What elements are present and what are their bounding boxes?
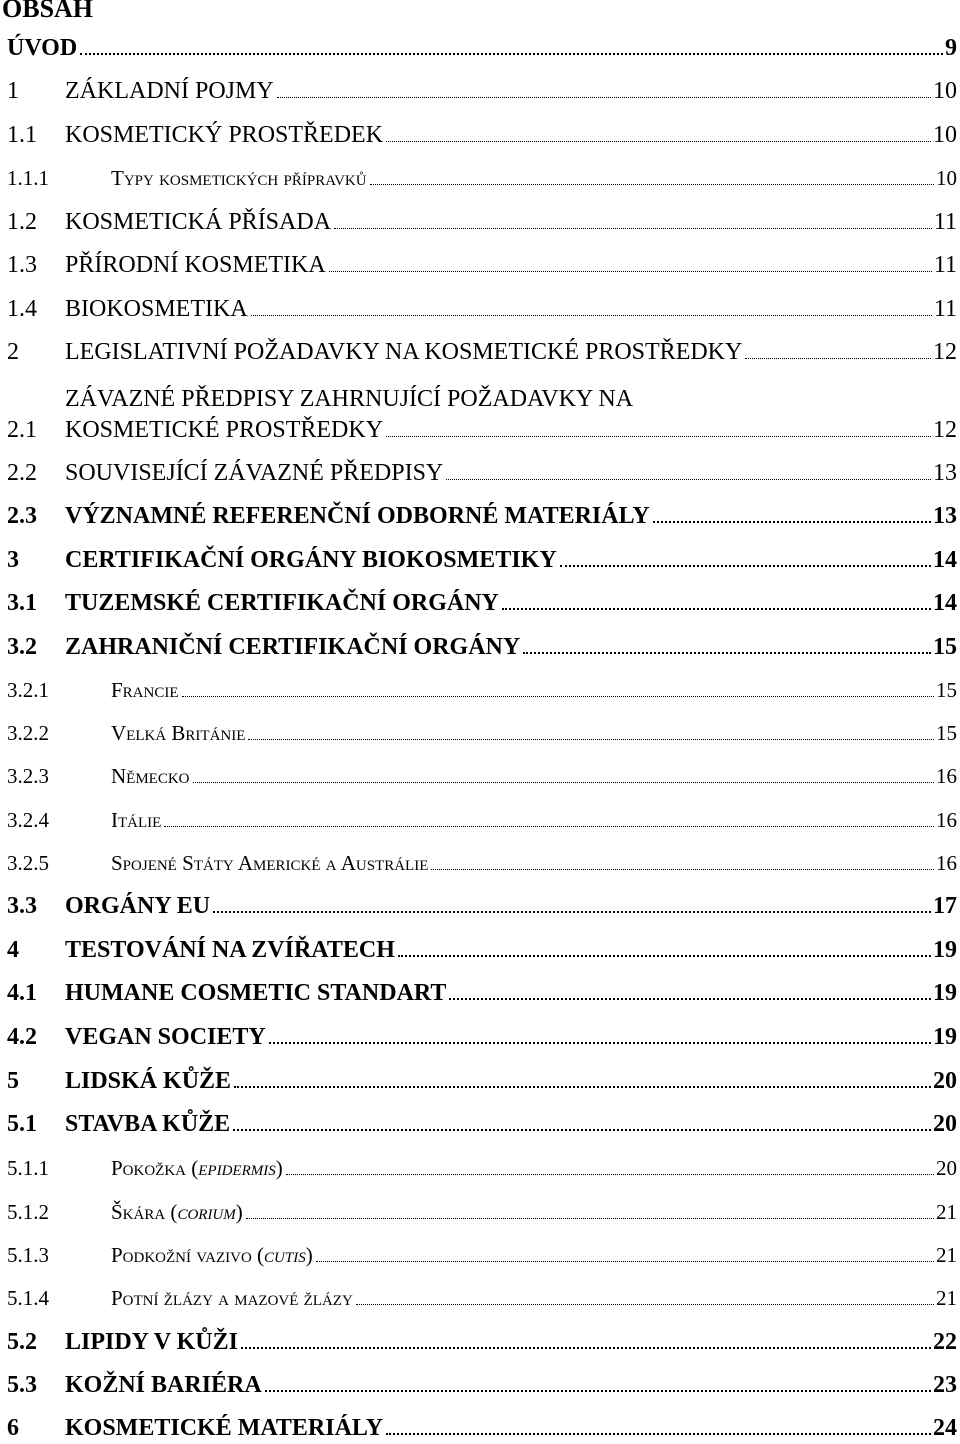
toc-entry[interactable] — [7, 75, 957, 107]
toc-entry-title — [65, 590, 499, 616]
toc-entry-title-text: ZAHRANIČNÍ CERTIFIKAČNÍ ORGÁNY — [65, 634, 521, 660]
toc-entry-title-text: Škára ( — [111, 1200, 178, 1224]
toc-entry-page-number: 12 — [933, 417, 957, 443]
toc-entry-line — [65, 417, 957, 443]
toc-entry-title — [65, 339, 742, 365]
toc-entry-number: 1 — [7, 78, 19, 104]
dot-leader — [265, 1390, 931, 1392]
toc-entry-title — [111, 677, 179, 703]
toc-entry-title-text: LIDSKÁ KŮŽE — [65, 1068, 232, 1094]
toc-entry-line — [65, 937, 957, 963]
toc-entry-number: 2.2 — [7, 460, 37, 486]
toc-entry-title-text: TESTOVÁNÍ NA ZVÍŘATECH — [65, 937, 395, 963]
toc-entry-line — [65, 209, 957, 235]
dot-leader — [560, 565, 931, 567]
toc-entry-number: 3.2.2 — [7, 721, 49, 745]
toc-entry-title-text: Podkožní vazivo ( — [111, 1243, 265, 1267]
toc-entry-title — [65, 1372, 262, 1398]
toc-entry-title-latin: corium — [177, 1200, 236, 1224]
toc-entry-title — [65, 296, 248, 322]
toc-entry-number: 5.1 — [7, 1111, 37, 1137]
toc-entry-title-text: VÝZNAMNÉ REFERENČNÍ ODBORNÉ MATERIÁLY — [65, 503, 650, 529]
toc-entry-number: 4.2 — [7, 1024, 37, 1050]
toc-entry[interactable] — [7, 977, 957, 1009]
toc-entry-line — [65, 503, 957, 529]
toc-entry-number: 2.3 — [7, 503, 37, 529]
toc-entry-title — [65, 1068, 231, 1094]
toc-entry[interactable] — [7, 293, 957, 325]
toc-entry-page-number: 19 — [933, 937, 957, 963]
toc-entry-number: 3.2 — [7, 634, 37, 660]
toc-entry-page-number: 21 — [936, 1200, 957, 1224]
toc-entry-title — [111, 720, 245, 746]
toc-entry-number: 5.1.3 — [7, 1243, 49, 1267]
dot-leader — [182, 696, 934, 697]
toc-entry-title — [111, 763, 190, 789]
toc-entry-line — [65, 460, 957, 486]
toc-entry-title-text: TUZEMSKÉ CERTIFIKAČNÍ ORGÁNY — [65, 590, 499, 616]
toc-entry-page-number: 10 — [936, 166, 957, 190]
dot-leader — [446, 479, 931, 480]
toc-entry-page-number: 24 — [933, 1415, 957, 1441]
toc-entry-title-latin: cutis — [264, 1243, 306, 1267]
toc-entry[interactable] — [7, 544, 957, 576]
dot-leader — [329, 271, 932, 272]
toc-entry-number: 5.1.2 — [7, 1200, 49, 1224]
toc-entry-page-number: 20 — [936, 1156, 957, 1180]
toc-entry[interactable] — [7, 1282, 957, 1314]
toc-entry-page-number: 9 — [945, 35, 957, 61]
toc-entry-number: 3.3 — [7, 893, 37, 919]
toc-entry-title-end: ) — [235, 1200, 243, 1224]
toc-entry-number: 5.1.1 — [7, 1156, 49, 1180]
dot-leader — [193, 782, 935, 783]
toc-entry-number: 3 — [7, 547, 19, 573]
toc-entry-line — [65, 634, 957, 660]
toc-entry-title — [7, 35, 77, 61]
toc-entry-number: 4 — [7, 937, 19, 963]
toc-entry-line — [65, 339, 957, 365]
toc-entry-title-first-line: ZÁVAZNÉ PŘEDPISY ZAHRNUJÍCÍ POŽADAVKY NA — [65, 386, 634, 412]
toc-entry[interactable] — [7, 1239, 957, 1271]
toc-entry-title-text: KOSMETICKÉ MATERIÁLY — [65, 1415, 384, 1441]
toc-entry-title — [65, 503, 650, 529]
toc-entry-number: 2.1 — [7, 417, 37, 443]
toc-entry[interactable] — [7, 1196, 957, 1228]
toc-entry-page-number: 11 — [933, 252, 957, 278]
toc-entry-number: 1.2 — [7, 209, 37, 235]
toc-entry-title — [65, 1111, 230, 1137]
toc-entry-number: 5.1.4 — [7, 1286, 49, 1310]
toc-entry-line — [65, 893, 957, 919]
toc-entry-title — [65, 1024, 266, 1050]
toc-entry-number: 3.1 — [7, 590, 37, 616]
dot-leader — [370, 184, 934, 185]
toc-entry-page-number: 23 — [933, 1372, 957, 1398]
toc-entry-title-text: SOUVISEJÍCÍ ZÁVAZNÉ PŘEDPISY — [65, 460, 444, 486]
toc-entry-page-number: 13 — [933, 503, 957, 529]
toc-entry[interactable] — [7, 890, 957, 922]
toc-entry-page-number: 22 — [933, 1329, 957, 1355]
toc-entry-title — [65, 417, 383, 443]
dot-leader — [386, 436, 931, 437]
toc-entry-title-text: Německo — [111, 764, 190, 788]
toc-entry[interactable] — [7, 934, 957, 966]
toc-entry-line — [111, 677, 957, 703]
dot-leader — [334, 228, 932, 229]
toc-entry-title-text: STAVBA KŮŽE — [65, 1111, 231, 1137]
dot-leader — [251, 315, 932, 316]
dot-leader — [502, 608, 931, 610]
toc-entry-title-latin: epidermis — [198, 1156, 276, 1180]
toc-entry-title-text: VEGAN SOCIETY — [65, 1024, 266, 1050]
toc-entry-title — [111, 1155, 283, 1181]
toc-entry-title-text: Velká Británie — [111, 721, 246, 745]
toc-entry-page-number: 15 — [933, 634, 957, 660]
toc-entry-page-number: 12 — [933, 339, 957, 365]
toc-entry-line — [111, 1155, 957, 1181]
toc-entry-line — [65, 590, 957, 616]
toc-entry-number: 3.2.3 — [7, 764, 49, 788]
toc-entry-number: 3.2.1 — [7, 678, 49, 702]
toc-entry-title — [65, 980, 446, 1006]
toc-entry-title — [111, 1285, 353, 1311]
toc-entry-number: 1.1.1 — [7, 166, 49, 190]
dot-leader — [234, 1086, 931, 1088]
dot-leader — [386, 1433, 931, 1435]
toc-entry-page-number: 11 — [933, 296, 957, 322]
dot-leader — [398, 955, 931, 957]
toc-entry[interactable] — [7, 457, 957, 489]
toc-entry[interactable] — [7, 336, 957, 368]
toc-entry[interactable] — [7, 1369, 957, 1401]
toc-entry-title-text: Itálie — [111, 808, 162, 832]
toc-entry-line — [65, 296, 957, 322]
toc-entry-title — [65, 937, 395, 963]
dot-leader — [241, 1347, 931, 1349]
toc-entry[interactable] — [7, 249, 957, 281]
toc-entry-line — [111, 1242, 957, 1268]
toc-entry-number: 3.2.4 — [7, 808, 49, 832]
toc-entry[interactable] — [7, 717, 957, 749]
dot-leader — [653, 521, 931, 523]
toc-entry-line — [111, 1285, 957, 1311]
toc-entry[interactable] — [7, 847, 957, 879]
toc-entry-title — [65, 1415, 383, 1441]
toc-entry-number: 6 — [7, 1415, 19, 1441]
toc-entry-title — [65, 252, 326, 278]
toc-entry-number: 5.3 — [7, 1372, 37, 1398]
toc-entry-page-number: 21 — [936, 1286, 957, 1310]
toc-entry-page-number: 20 — [933, 1111, 957, 1137]
toc-entry-title-text: CERTIFIKAČNÍ ORGÁNY BIOKOSMETIKY — [65, 547, 557, 573]
toc-entry-page-number: 19 — [933, 980, 957, 1006]
toc-entry-line — [111, 720, 957, 746]
toc-entry-line — [65, 1024, 957, 1050]
toc-entry[interactable] — [7, 500, 957, 532]
toc-entry-page-number: 14 — [933, 590, 957, 616]
toc-entry-page-number: 21 — [936, 1243, 957, 1267]
toc-entry-title-text: LIPIDY V KŮŽI — [65, 1329, 238, 1355]
toc-entry[interactable] — [7, 1412, 957, 1444]
toc-entry[interactable] — [7, 1326, 957, 1358]
toc-entry-title-text: KOŽNÍ BARIÉRA — [65, 1372, 262, 1398]
toc-entry-page-number: 13 — [933, 460, 957, 486]
toc-entry-title — [65, 209, 331, 235]
toc-entry-title — [111, 807, 161, 833]
dot-leader — [269, 1042, 931, 1044]
toc-entry-title-text: PŘÍRODNÍ KOSMETIKA — [65, 252, 326, 278]
toc-entry-title-text: LEGISLATIVNÍ POŽADAVKY NA KOSMETICKÉ PROSTŘEDKY — [65, 339, 743, 365]
toc-entry-title-text: KOSMETICKÁ PŘÍSADA — [65, 209, 332, 235]
toc-entry-number: 4.1 — [7, 980, 37, 1006]
toc-entry-line — [65, 1415, 957, 1441]
toc-entry[interactable] — [7, 119, 957, 151]
toc-entry-page-number: 17 — [933, 893, 957, 919]
toc-entry[interactable] — [7, 386, 957, 446]
toc-entry[interactable] — [7, 760, 957, 792]
toc-entry-title — [65, 634, 520, 660]
dot-leader — [277, 97, 931, 98]
toc-entry[interactable] — [7, 162, 957, 194]
toc-entry-line — [65, 122, 957, 148]
toc-entry-number: 1.4 — [7, 296, 37, 322]
toc-entry-title-text: ÚVOD — [7, 35, 78, 61]
toc-entry[interactable] — [7, 804, 957, 836]
dot-leader — [523, 652, 931, 654]
dot-leader — [248, 739, 934, 740]
toc-entry-number: 5 — [7, 1068, 19, 1094]
toc-entry-page-number: 16 — [936, 808, 957, 832]
dot-leader — [164, 826, 934, 827]
toc-entry-line — [65, 78, 957, 104]
toc-entry-line — [65, 1329, 957, 1355]
toc-entry-title-text: ZÁKLADNÍ POJMY — [65, 78, 274, 104]
toc-entry-page-number: 11 — [933, 209, 957, 235]
toc-entry-line — [111, 1199, 957, 1225]
toc-entry-number: 3.2.5 — [7, 851, 49, 875]
toc-entry[interactable] — [7, 1021, 957, 1053]
toc-entry-page-number: 19 — [933, 1024, 957, 1050]
dot-leader — [356, 1304, 934, 1305]
toc-entry[interactable] — [7, 631, 957, 663]
toc-entry-title — [65, 78, 274, 104]
toc-entry-line — [65, 547, 957, 573]
toc-entry-title — [111, 165, 367, 191]
toc-entry-title-text: Pokožka ( — [111, 1156, 199, 1180]
toc-entry-line — [65, 980, 957, 1006]
toc-entry-title — [111, 850, 428, 876]
toc-entry-line — [111, 165, 957, 191]
dot-leader — [286, 1174, 934, 1175]
toc-entry-title — [65, 1329, 238, 1355]
toc-entry-line — [111, 807, 957, 833]
toc-entry-line — [111, 763, 957, 789]
toc-entry-line — [111, 850, 957, 876]
toc-entry[interactable] — [7, 1108, 957, 1140]
toc-entry-title — [111, 1199, 243, 1225]
toc-entry-page-number: 14 — [933, 547, 957, 573]
toc-entry-title — [111, 1242, 313, 1268]
toc-entry[interactable] — [7, 32, 957, 64]
toc-entry-title-text: ORGÁNY EU — [65, 893, 211, 919]
toc-entry-line — [65, 1068, 957, 1094]
toc-entry-title — [65, 460, 443, 486]
toc-entry-line — [65, 1111, 957, 1137]
toc-entry-title — [65, 547, 557, 573]
toc-entry-number: 1.1 — [7, 122, 37, 148]
dot-leader — [246, 1218, 934, 1219]
toc-entry-line — [65, 1372, 957, 1398]
toc-entry-title-end: ) — [305, 1243, 313, 1267]
dot-leader — [386, 141, 931, 142]
toc-entry-number: 5.2 — [7, 1329, 37, 1355]
dot-leader — [80, 53, 943, 55]
toc-entry-title-text: BIOKOSMETIKA — [65, 296, 248, 322]
toc-entry-page-number: 10 — [933, 78, 957, 104]
toc-entry-number: 2 — [7, 339, 19, 365]
toc-entry-title — [65, 893, 210, 919]
dot-leader — [213, 911, 931, 913]
toc-entry-title-end: ) — [275, 1156, 283, 1180]
toc-entry-title-text: Spojené Státy Americké a Austrálie — [111, 851, 429, 875]
toc-entry[interactable] — [7, 1065, 957, 1097]
toc-entry-page-number: 20 — [933, 1068, 957, 1094]
toc-entry-page-number: 10 — [933, 122, 957, 148]
toc-entry-page-number: 15 — [936, 678, 957, 702]
dot-leader — [431, 869, 934, 870]
toc-entry-page-number: 15 — [936, 721, 957, 745]
toc-entry-line — [65, 252, 957, 278]
toc-entry[interactable] — [7, 674, 957, 706]
toc-entry-title — [65, 122, 383, 148]
toc-entry[interactable] — [7, 1152, 957, 1184]
dot-leader — [316, 1261, 934, 1262]
page-title: OBSAH — [2, 0, 94, 23]
dot-leader — [233, 1129, 931, 1131]
toc-entry-title-text: KOSMETICKÉ PROSTŘEDKY — [65, 417, 384, 443]
toc-entry[interactable] — [7, 587, 957, 619]
toc-entry-line — [7, 35, 957, 61]
toc-entry-page-number: 16 — [936, 851, 957, 875]
toc-entry-number: 1.3 — [7, 252, 37, 278]
toc-entry[interactable] — [7, 206, 957, 238]
dot-leader — [745, 358, 931, 359]
toc-entry-title-text: Potní žlázy a mazové žlázy — [111, 1286, 353, 1310]
toc-entry-title-text: HUMANE COSMETIC STANDART — [65, 980, 447, 1006]
dot-leader — [449, 998, 931, 1000]
toc-entry-title-text: Typy kosmetických přípravků — [111, 166, 367, 190]
toc-entry-title-text: KOSMETICKÝ PROSTŘEDEK — [65, 122, 384, 148]
toc-entry-page-number: 16 — [936, 764, 957, 788]
toc-entry-title-text: Francie — [111, 678, 179, 702]
